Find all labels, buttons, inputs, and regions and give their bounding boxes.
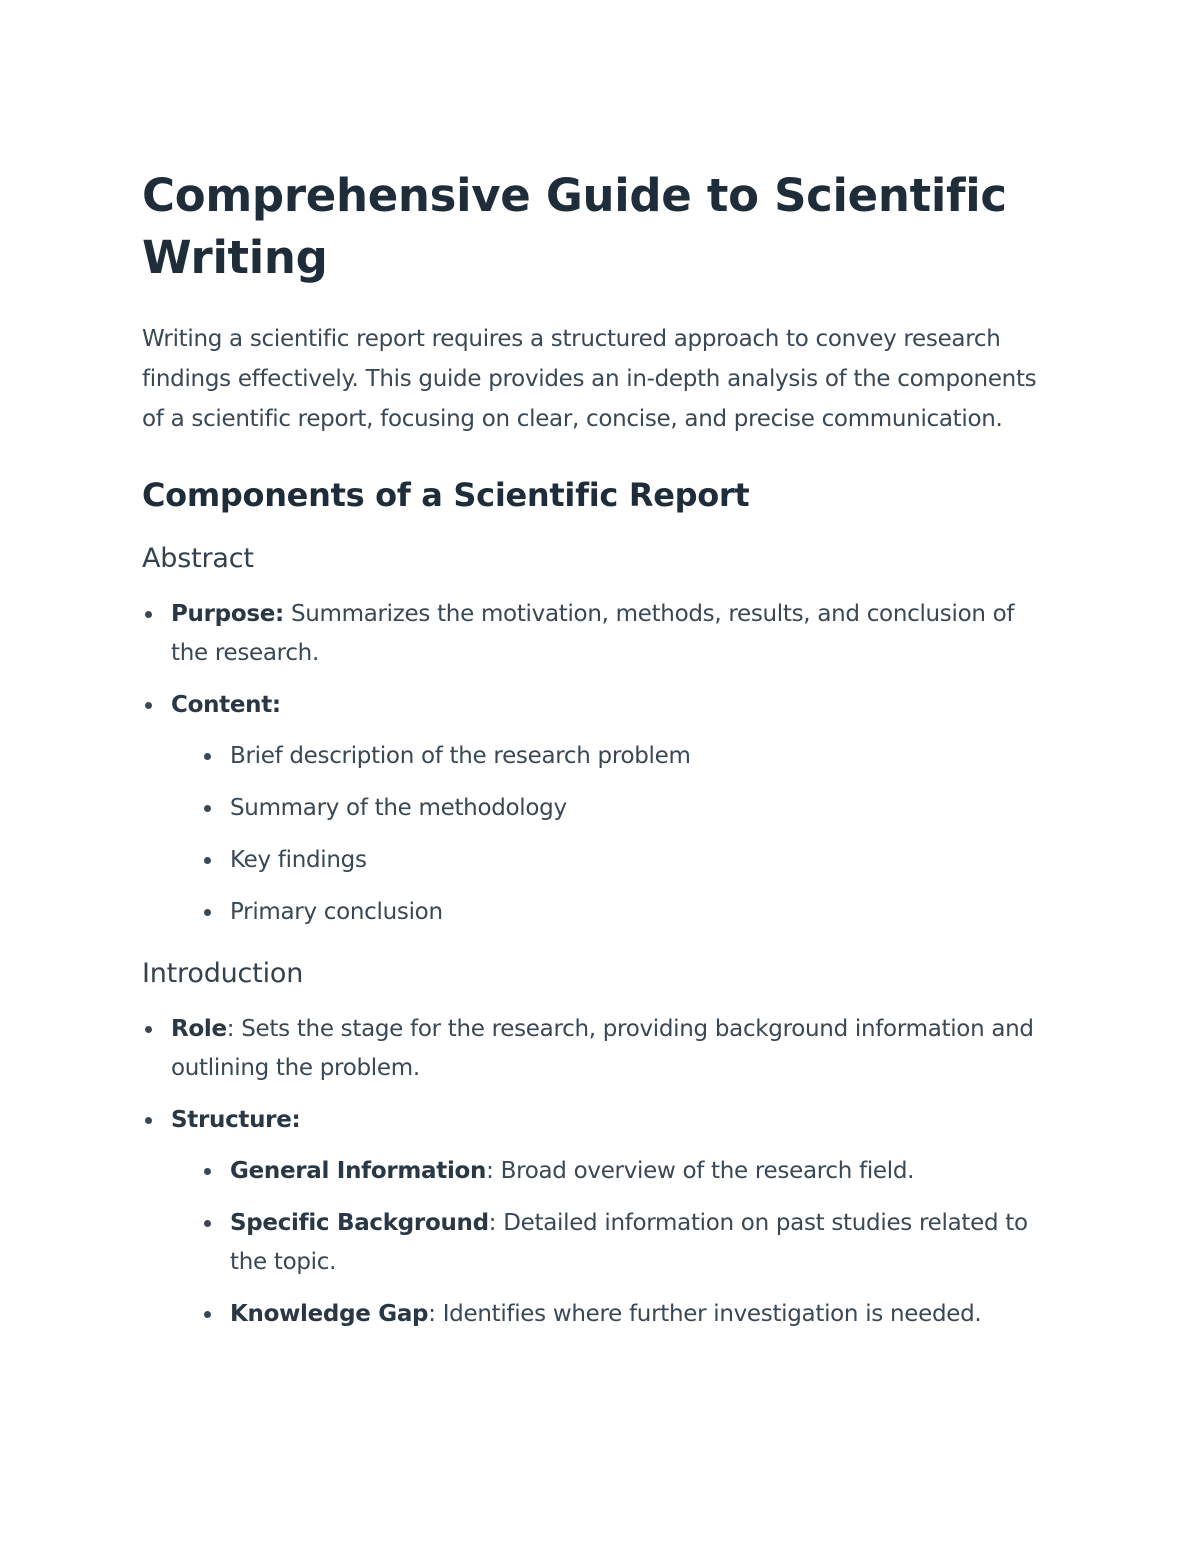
content-term: Content:: [171, 692, 281, 718]
content-sublist: [171, 737, 1050, 932]
knowledge-gap-text: : Identifies where further investigation is needed.: [428, 1301, 982, 1327]
section-heading: Components of a Scientific Report: [142, 476, 750, 514]
role-text: : Sets the stage for the research, providing background information and outlining the problem.: [171, 1016, 1034, 1081]
abstract-heading: Abstract: [142, 543, 254, 574]
list-item: Summary of the methodology: [201, 789, 1050, 828]
list-item: Primary conclusion: [201, 893, 1050, 932]
abstract-list: [142, 595, 1050, 932]
general-information-term: General Information: [230, 1158, 487, 1184]
specific-background-text: : Detailed information on past studies related to the topic.: [230, 1210, 1028, 1275]
list-item-content: [142, 686, 1050, 932]
structure-sublist: [171, 1152, 1050, 1334]
list-item: Brief description of the research problem: [201, 737, 1050, 776]
document-title: Comprehensive Guide to Scientific Writing: [142, 169, 1007, 284]
structure-term: Structure:: [171, 1107, 301, 1133]
introduction-heading: Introduction: [142, 958, 304, 989]
list-item-structure: [142, 1101, 1050, 1334]
knowledge-gap-term: Knowledge Gap: [230, 1301, 429, 1327]
purpose-term: Purpose:: [171, 601, 284, 627]
general-information-text: : Broad overview of the research field.: [486, 1158, 915, 1184]
intro-paragraph: Writing a scientific report requires a structured approach to convey research findings effectively. This guide provides an in-depth analysis of the components of a scientific report, focusing on clear, concise, and precise communication.: [142, 326, 1037, 432]
specific-background-term: Specific Background: [230, 1210, 489, 1236]
introduction-list: [142, 1010, 1050, 1334]
list-item: [201, 1152, 1050, 1191]
list-item-purpose: [142, 595, 1050, 673]
list-item: [201, 1295, 1050, 1334]
purpose-text: Summarizes the motivation, methods, results, and conclusion of the research.: [171, 601, 1015, 666]
list-item-role: [142, 1010, 1050, 1088]
list-item: Key findings: [201, 841, 1050, 880]
role-term: Role: [171, 1016, 227, 1042]
list-item: [201, 1204, 1050, 1282]
